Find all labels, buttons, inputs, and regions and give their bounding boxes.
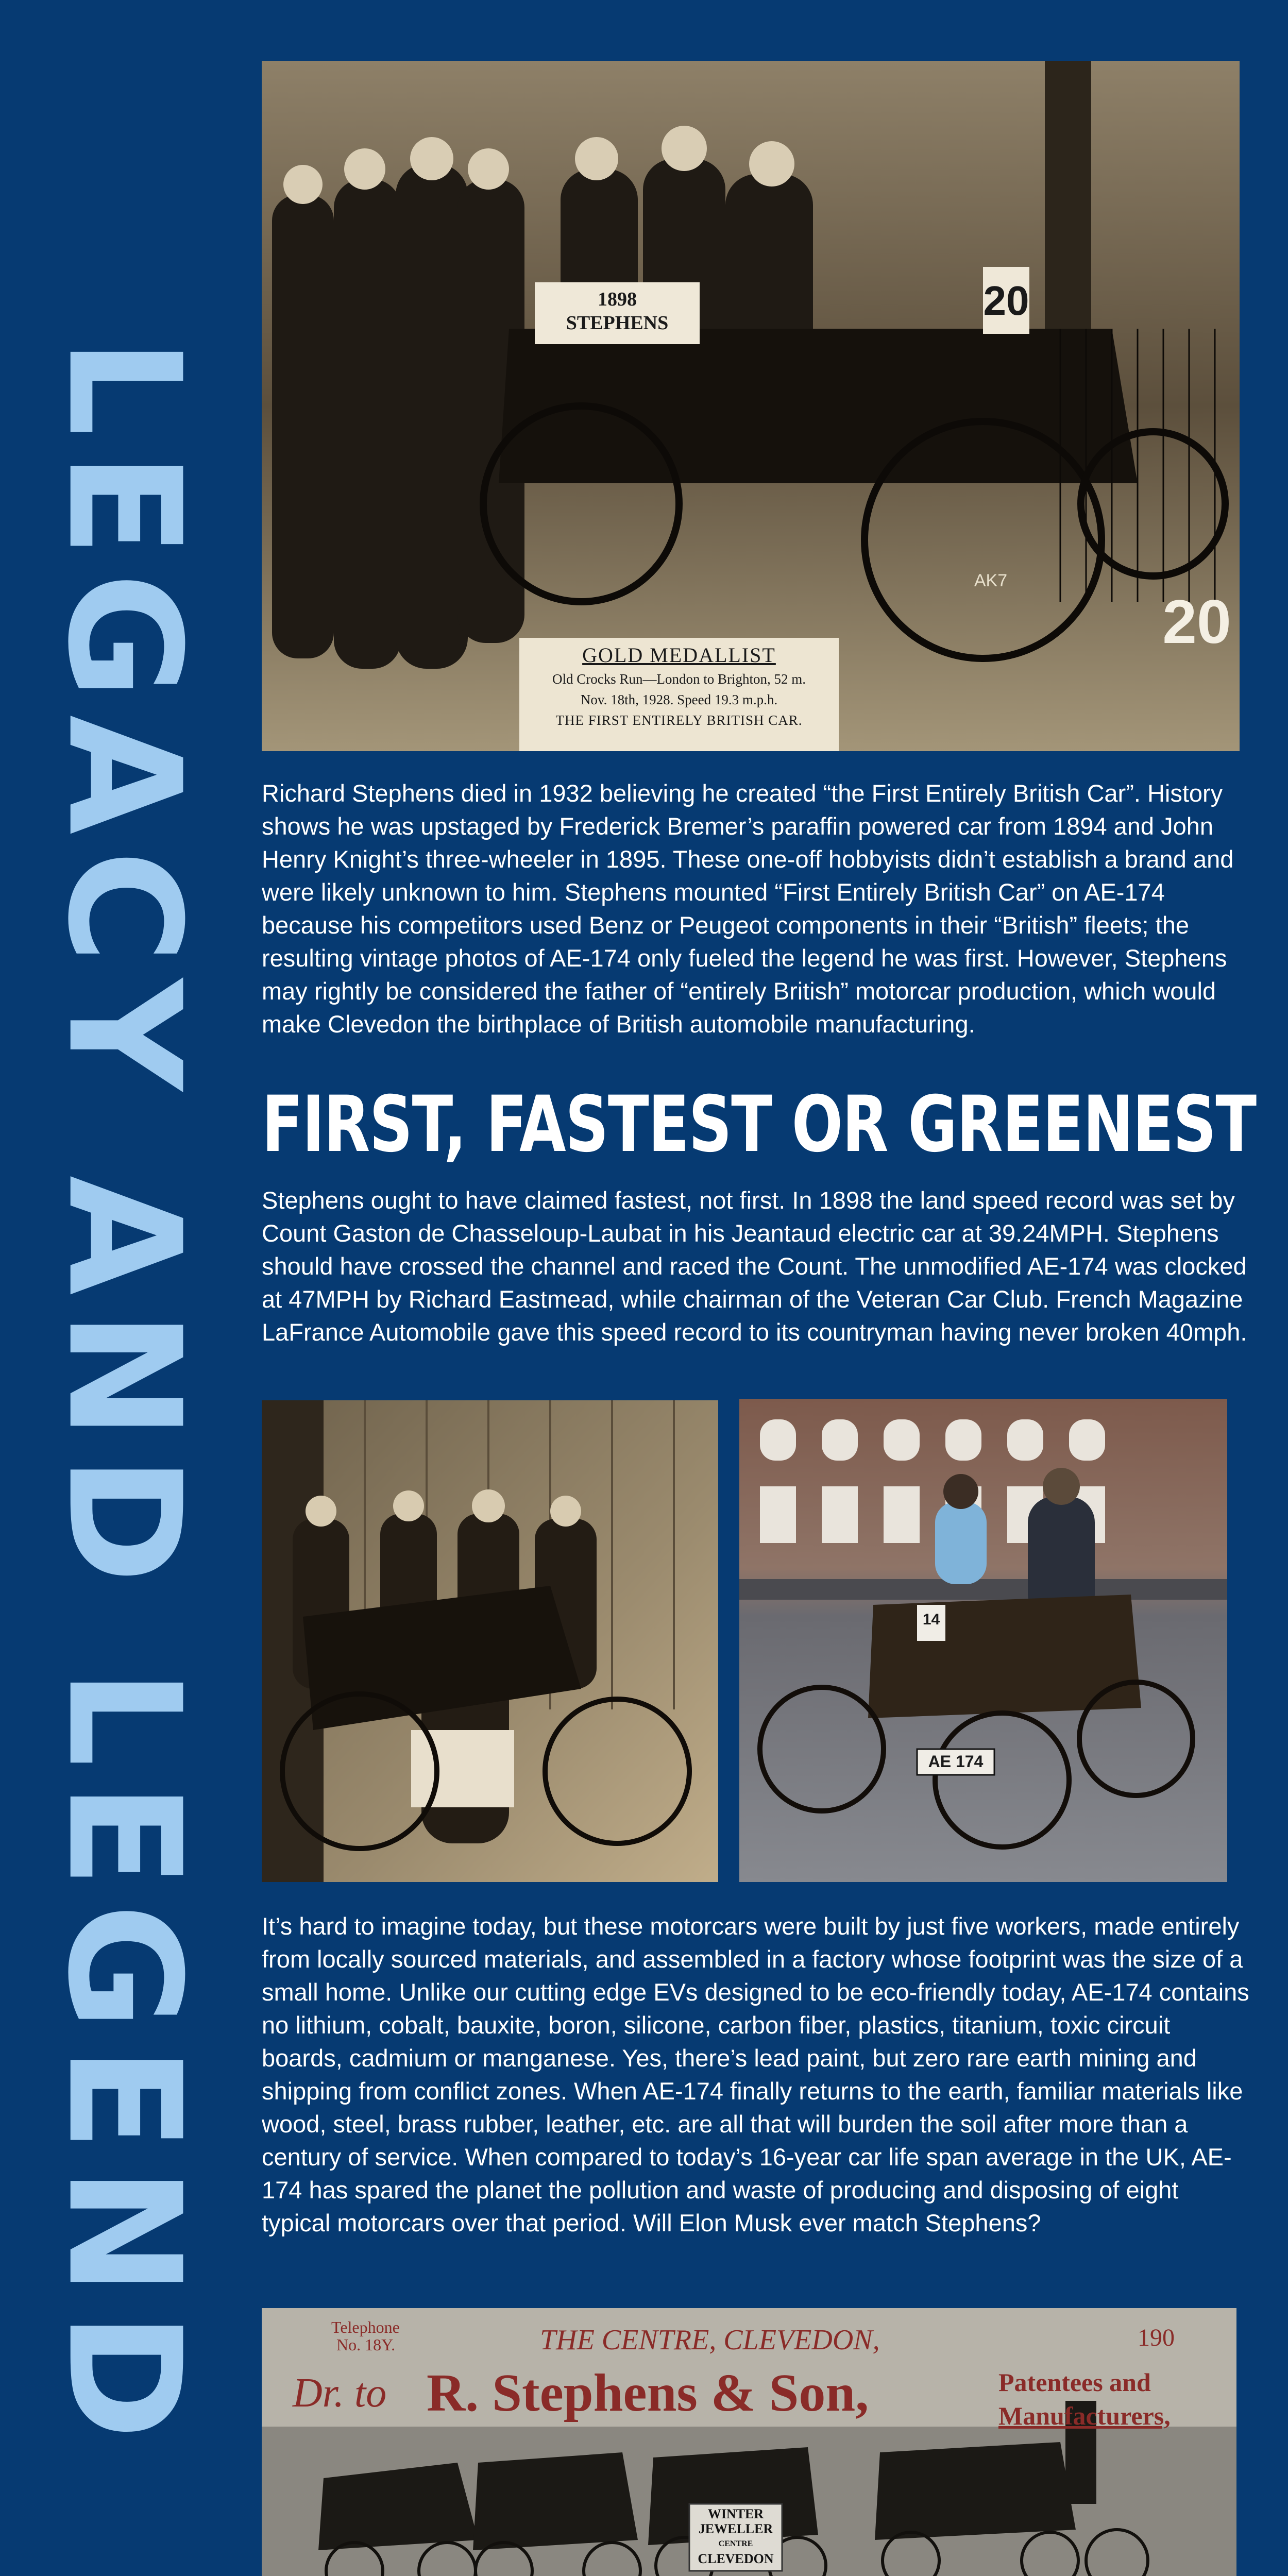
advert-company: R. Stephens & Son,: [427, 2363, 869, 2422]
gold-medallist-photo: [262, 61, 1240, 751]
rally-badge: 14: [922, 1611, 940, 1628]
advert-telephone-label: Telephone: [331, 2318, 400, 2336]
rally-photo-art: [739, 1399, 1227, 1882]
advert-dr-to: Dr. to: [293, 2370, 387, 2416]
advert-sign-line3: CENTRE: [718, 2539, 753, 2548]
workers-photo: [262, 1400, 718, 1882]
caption-card-line1: Old Crocks Run—London to Brighton, 52 m.: [552, 671, 806, 687]
paragraph-greenest: It’s hard to imagine today, but these motorcars were built by just five workers, made entirely from locally sourced materials, and assembled in a factory whose footprint was the size of a small home. Unlike our cutting edge EVs designed to be eco-friendly today, AE-174 contains no lithium, cobalt, bauxite, boron, silicone, carbon fiber, plastics, titanium, toxic circuit boards, cadmium or manganese. Yes, there’s lead paint, but zero rare earth mining and shipping from conflict zones. When AE-174 finally returns to the earth, familiar materials like wood, steel, brass rubber, leather, etc. are all that will burden the soil after more than a century of service. When compared to today’s 16-year car life span average in the UK, AE-174 has spared the planet the pollution and waste of producing and disposing of eight typical motorcars over that period. Will Elon Musk ever match Stephens?: [262, 1912, 1249, 2236]
car-sign: [550, 287, 684, 335]
stephens-advert: [262, 2308, 1236, 2576]
workers-photo-art: [262, 1400, 718, 1882]
advert-year: 190: [1138, 2324, 1175, 2351]
car-sign-year: 1898: [598, 289, 637, 310]
advert-address: THE CENTRE, CLEVEDON,: [540, 2324, 880, 2356]
advert-shop-sign: [689, 2506, 782, 2566]
rally-plate: AE 174: [928, 1752, 984, 1771]
caption-card-title: GOLD MEDALLIST: [582, 643, 776, 667]
side-title: [33, 337, 214, 2455]
rally-photo: [739, 1399, 1227, 1882]
advert-manufacturers: Manufacturers,: [998, 2401, 1171, 2430]
race-number: 20: [983, 278, 1029, 324]
advert-sign-line4: CLEVEDON: [698, 2551, 774, 2566]
caption-card-line2: Nov. 18th, 1928. Speed 19.3 m.p.h.: [580, 692, 778, 707]
plate-fragment: AK7: [974, 571, 1008, 590]
advert-telephone: [331, 2318, 400, 2353]
paragraph-speed-record: Stephens ought to have claimed fastest, not first. In 1898 the land speed record was set by Count Gaston de Chasseloup-Laubat in his Jeantaud electric car at 39.24MPH. Stephens should have crossed the channel and raced the Count. The unmodified AE-174 was clocked at 47MPH by Richard Eastmead, while chairman of the Veteran Car Club. French Magazine LaFrance Automobile gave this speed record to its countryman having never broken 40mph.: [262, 1187, 1247, 1346]
advert-patentees: Patentees and: [998, 2368, 1151, 2397]
advert-sign-line1: WINTER: [707, 2506, 764, 2521]
paragraph-legend: Richard Stephens died in 1932 believing he created “the First Entirely British Car”. History shows he was upstaged by Frederick Bremer’s paraffin powered car from 1894 and John Henry Knight’s three-wheeler in 1895. These one-off hobbyists didn’t establish a brand and were likely unknown to him. Stephens mounted “First Entirely British Car” on AE-174 because his competitors used Benz or Peugeot components in their “British” fleets; the resulting vintage photos of AE-174 only fueled the legend he was first. However, Stephens may rightly be considered the father of “entirely British” motorcar production, which would make Clevedon the birthplace of British automobile manufacturing.: [262, 779, 1234, 1038]
section-heading: FIRST, FASTEST OR GREENEST: [262, 1080, 1256, 1170]
advert-phone-number: No. 18Y.: [336, 2335, 396, 2354]
car-sign-name: STEPHENS: [566, 312, 669, 334]
caption-card: [522, 642, 836, 731]
ground-number: 20: [1162, 587, 1231, 656]
advert-sign-line2: JEWELLER: [698, 2521, 773, 2536]
caption-card-line3: THE FIRST ENTIRELY BRITISH CAR.: [555, 713, 803, 728]
side-title-text: LEGACY AND LEGEND: [33, 337, 214, 2455]
